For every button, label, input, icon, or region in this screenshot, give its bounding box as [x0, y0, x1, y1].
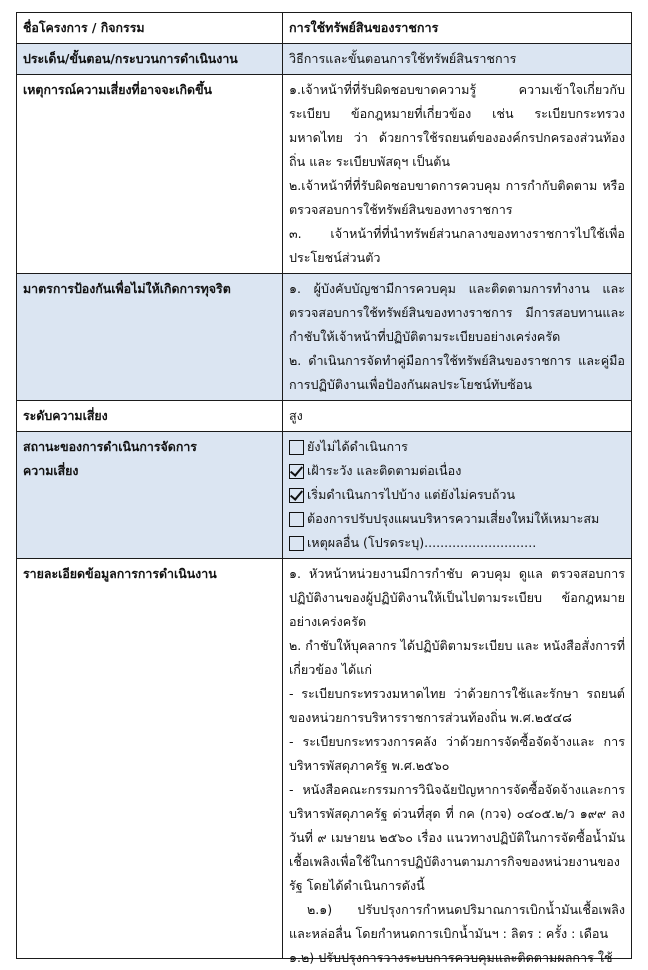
status-row: [17, 432, 632, 559]
status-label: [17, 432, 283, 559]
prevention-value: [283, 274, 632, 401]
risk-events-label: เหตุการณ์ความเสี่ยงที่อาจจะเกิดขึ้น: [17, 75, 283, 274]
header-row: [17, 13, 632, 44]
checkbox-icon[interactable]: [289, 536, 304, 551]
risk-events-row: [17, 75, 632, 274]
risk-event-item: ๒.เจ้าหน้าที่ที่รับผิดชอบขาดการควบคุม การกำกับติดตาม หรือ ตรวจสอบการใช้ทรัพย์สินของทางราชการ: [289, 178, 625, 217]
prevention-item: ๑. ผู้บังคับบัญชามีการควบคุม และติดตามการทำงาน และตรวจสอบการใช้ทรัพย์สินของทางราชการ มีการสอบทานและกำชับให้เจ้าหน้าที่ปฏิบัติตามระเบียบอย่างเคร่งครัด: [289, 281, 625, 344]
details-label: รายละเอียดข้อมูลการการดำเนินงาน: [17, 559, 283, 959]
status-option[interactable]: [289, 483, 625, 507]
details-paragraph: - ระเบียบกระทรวงการคลัง ว่าด้วยการจัดซื้อจัดจ้างและ การบริหารพัสดุภาครัฐ พ.ศ.๒๕๖๐: [289, 734, 625, 773]
details-paragraph: ๑. หัวหน้าหน่วยงานมีการกำชับ ควบคุม ดูแล ตรวจสอบการปฏิบัติงานของผู้ปฏิบัติงานให้เป็นไปตามระเบียบ ข้อกฎหมายอย่างเคร่งครัด: [289, 566, 625, 629]
prevention-row: [17, 274, 632, 401]
status-label-line: ความเสี่ยง: [23, 463, 79, 478]
details-paragraph: ๒.๑) ปรับปรุงการกำหนดปริมาณการเบิกน้ำมันเชื้อเพลิงและหล่อลื่น โดยกำหนดการเบิกน้ำมันฯ : ลิตร : ครั้ง : เดือน: [289, 902, 625, 941]
risk-level-row: [17, 401, 632, 432]
status-option-label: ยังไม่ได้ดำเนินการ: [307, 439, 408, 454]
status-option-label: ต้องการปรับปรุงแผนบริหารความเสี่ยงใหม่ให้เหมาะสม: [307, 511, 600, 526]
status-option-label: เฝ้าระวัง และติดตามต่อเนื่อง: [307, 463, 462, 478]
status-option[interactable]: [289, 507, 625, 531]
status-options: [283, 432, 632, 559]
process-row: [17, 44, 632, 75]
details-row: [17, 559, 632, 959]
process-label: ประเด็น/ขั้นตอน/กระบวนการดำเนินงาน: [17, 44, 283, 75]
status-option-label: เหตุผลอื่น (โปรดระบุ)............................: [307, 535, 537, 550]
project-value: การใช้ทรัพย์สินของราชการ: [283, 13, 632, 44]
risk-events-value: [283, 75, 632, 274]
details-value: [283, 559, 632, 965]
details-paragraph: - หนังสือคณะกรรมการวินิจฉัยปัญหาการจัดซื้อจัดจ้างและการบริหารพัสดุภาครัฐ ด่วนที่สุด ที่ กค (กวจ) ๐๔๐๕.๒/ว ๑๙๙ ลงวันที่ ๙ เมษายน ๒๕๖๐ เรื่อง แนวทางปฏิบัติในการจัดซื้อน้ำมันเชื้อเพลิงเพื่อใช้ในการปฏิบัติงานตามภารกิจของหน่วยงานของรัฐ โดยได้ดำเนินการดังนี้: [289, 782, 625, 893]
risk-event-item: ๑.เจ้าหน้าที่ที่รับผิดชอบขาดความรู้ ความเข้าใจเกี่ยวกับระเบียบ ข้อกฎหมายที่เกี่ยวข้อง เช่น ระเบียบกระทรวงมหาดไทย ว่า ด้วยการใช้รถยนต์ขององค์กรปกครองส่วนท้องถิ่น และ ระเบียบพัสดุฯ เป็นต้น: [289, 82, 625, 169]
details-paragraph: ๑.๒) ปรับปรุงการวางระบบการควบคุมและติดตามผลการ ใช้: [289, 950, 613, 965]
checkbox-checked-icon[interactable]: [289, 464, 304, 479]
status-label-line: สถานะของการดำเนินการจัดการ: [23, 439, 197, 454]
risk-management-table: [16, 12, 632, 965]
status-option[interactable]: [289, 459, 625, 483]
process-value: วิธีการและขั้นตอนการใช้ทรัพย์สินราชการ: [283, 44, 632, 75]
status-option[interactable]: [289, 435, 625, 459]
risk-level-value: สูง: [283, 401, 632, 432]
checkbox-icon[interactable]: [289, 440, 304, 455]
risk-event-item: ๓. เจ้าหน้าที่ที่นำทรัพย์ส่วนกลางของทางราชการไปใช้เพื่อประโยชน์ส่วนตัว: [289, 226, 625, 265]
prevention-label: มาตรการป้องกันเพื่อไม่ให้เกิดการทุจริต: [17, 274, 283, 401]
checkbox-icon[interactable]: [289, 512, 304, 527]
status-option-label: เริ่มดำเนินการไปบ้าง แต่ยังไม่ครบถ้วน: [307, 487, 516, 502]
details-paragraph: - ระเบียบกระทรวงมหาดไทย ว่าด้วยการใช้และรักษา รถยนต์ของหน่วยการบริหารราชการส่วนท้องถิ่น พ.ศ.๒๕๔๘: [289, 686, 625, 725]
prevention-item: ๒. ดำเนินการจัดทำคู่มือการใช้ทรัพย์สินของราชการ และคู่มือการปฏิบัติงานเพื่อป้องกันผลประโยชน์ทับซ้อน: [289, 353, 625, 392]
status-option[interactable]: [289, 531, 625, 555]
project-label: ชื่อโครงการ / กิจกรรม: [17, 13, 283, 44]
risk-level-label: ระดับความเสี่ยง: [17, 401, 283, 432]
checkbox-checked-icon[interactable]: [289, 488, 304, 503]
details-paragraph: ๒. กำชับให้บุคลากร ได้ปฏิบัติตามระเบียบ และ หนังสือสั่งการที่เกี่ยวข้อง ได้แก่: [289, 638, 625, 677]
